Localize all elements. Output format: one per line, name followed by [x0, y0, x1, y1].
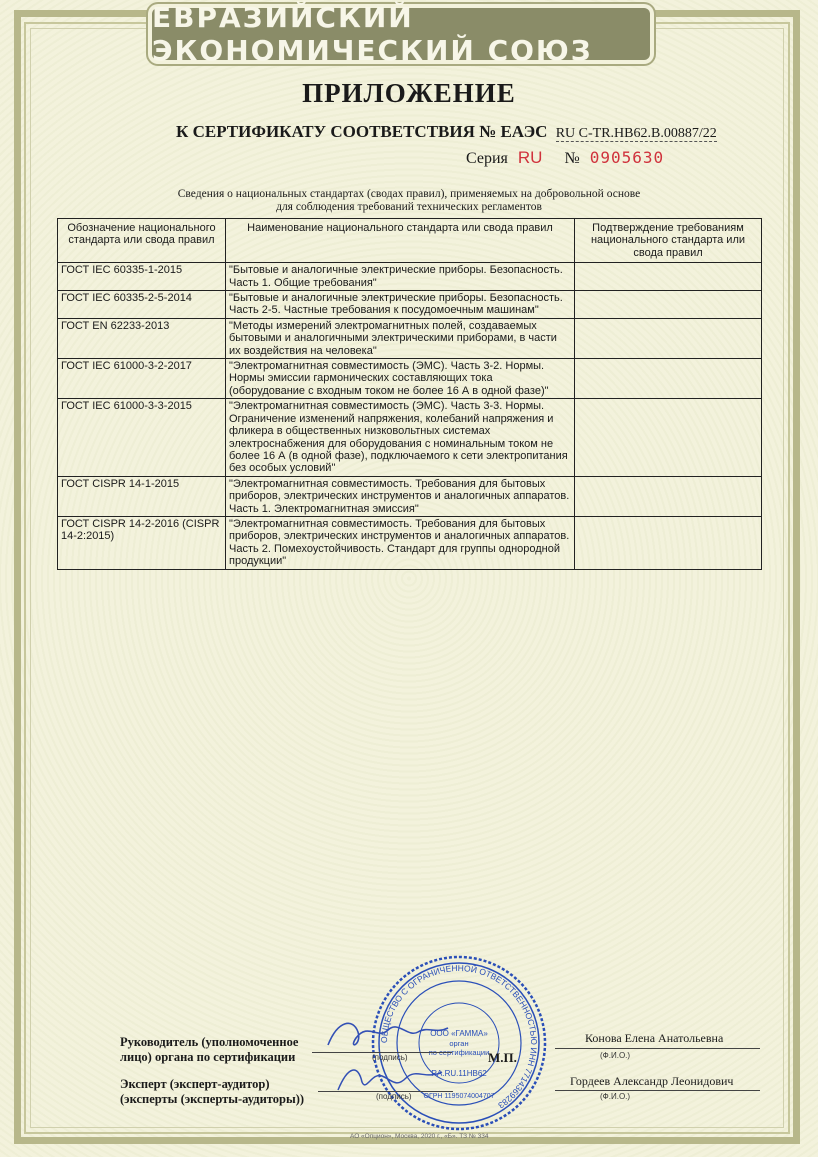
head-name-line	[555, 1048, 760, 1049]
series-line	[466, 148, 664, 168]
expert-name-line	[555, 1090, 760, 1091]
header-banner	[152, 1, 650, 67]
row-confirm	[575, 476, 762, 516]
row-code: ГОСТ EN 62233-2013	[58, 318, 226, 358]
certificate-number: RU C-TR.НВ62.В.00887/22	[555, 126, 717, 141]
table-row	[58, 476, 762, 516]
row-name: "Электромагнитная совместимость (ЭМС). Часть 3-3. Нормы. Ограничение изменений напряжения, колебаний напряжения и фликера в общественных низковольтных системах электроснабжения для оборудования с номинальным током не более 16 А (в одной фазе), подключаемого к сети электропитания без особых условий"	[226, 399, 575, 476]
expert-name: Гордеев Александр Леонидович	[570, 1074, 734, 1088]
table-row	[58, 516, 762, 569]
row-name: "Электромагнитная совместимость (ЭМС). Часть 3-2. Нормы. Нормы эмиссии гармонических составляющих тока (оборудование с входным током не более 16 А в одной фазе)"	[226, 359, 575, 399]
row-confirm	[575, 516, 762, 569]
standards-table	[57, 218, 762, 570]
row-confirm	[575, 318, 762, 358]
table-row	[58, 359, 762, 399]
form-number: 0905630	[589, 148, 665, 167]
table-row	[58, 263, 762, 291]
row-code: ГОСТ IEC 61000-3-2-2017	[58, 359, 226, 399]
series-value: RU	[517, 148, 543, 167]
seal-center-line-2: орган	[449, 1039, 469, 1048]
table-row	[58, 399, 762, 476]
seal-center-line-3: по сертификации	[428, 1048, 490, 1057]
head-label	[120, 1035, 298, 1065]
certificate-subtitle	[176, 122, 717, 142]
row-name: "Электромагнитная совместимость. Требования для бытовых приборов, электрических инструментов и аналогичных аппаратов. Часть 2. Помехоустойчивость. Стандарт для группы однородной продукции"	[226, 516, 575, 569]
page-title: ПРИЛОЖЕНИЕ	[302, 78, 516, 108]
seal-ogrn: ОГРН 1195074004707	[423, 1093, 495, 1100]
row-code: ГОСТ IEC 60335-2-5-2014	[58, 291, 226, 319]
table-caption	[0, 188, 818, 214]
row-confirm	[575, 291, 762, 319]
head-signature-caption: (подпись)	[372, 1053, 408, 1062]
row-name: "Бытовые и аналогичные электрические приборы. Безопасность. Часть 2-5. Частные требования к посудомоечным машинам"	[226, 291, 575, 319]
series-label: Серия	[466, 150, 508, 167]
row-name: "Электромагнитная совместимость. Требования для бытовых приборов, электрических инструментов и аналогичных аппаратов. Часть 1. Электромагнитная эмиссия"	[226, 476, 575, 516]
table-header-row	[58, 219, 762, 263]
row-name: "Методы измерений электромагнитных полей, создаваемых бытовыми и аналогичными электрическими приборами, в части их воздействия на человека"	[226, 318, 575, 358]
seal-accreditation: RA.RU.11НВ62	[431, 1069, 487, 1078]
mp-label: М.П.	[488, 1050, 517, 1065]
row-name: "Бытовые и аналогичные электрические приборы. Безопасность. Часть 1. Общие требования"	[226, 263, 575, 291]
row-code: ГОСТ IEC 61000-3-3-2015	[58, 399, 226, 476]
expert-label-line-1: Эксперт (эксперт-аудитор)	[120, 1077, 270, 1091]
head-label-line-2: лицо) органа по сертификации	[120, 1050, 296, 1064]
subtitle-prefix: К СЕРТИФИКАТУ СООТВЕТСТВИЯ № ЕАЭС	[176, 122, 548, 141]
row-code: ГОСТ CISPR 14-1-2015	[58, 476, 226, 516]
seal-ring-text: ОБЩЕСТВО С ОГРАНИЧЕННОЙ ОТВЕТСТВЕННОСТЬЮ ИНН 7714369283	[378, 962, 540, 1111]
row-confirm	[575, 263, 762, 291]
caption-line-1: Сведения о национальных стандартах (сводах правил), применяемых на добровольной основе	[177, 188, 641, 200]
expert-signature-caption: (подпись)	[376, 1092, 412, 1101]
expert-label-line-2: (эксперты (эксперты-аудиторы))	[120, 1092, 305, 1106]
banner-text: ЕВРАЗИЙСКИЙ ЭКОНОМИЧЕСКИЙ СОЮЗ	[152, 1, 593, 67]
printer-footer: АО «Опцион», Москва, 2020 г., «Б». ТЗ № 334	[350, 1133, 489, 1140]
table-row	[58, 291, 762, 319]
row-confirm	[575, 399, 762, 476]
seal-center-line-1: ООО «ГАММА»	[430, 1029, 488, 1038]
head-name-caption: (Ф.И.О.)	[600, 1051, 631, 1060]
row-code: ГОСТ CISPR 14-2-2016 (CISPR 14-2:2015)	[58, 516, 226, 569]
header-confirm: Подтверждение требованиям национального стандарта или свода правил	[575, 219, 762, 263]
header-name: Наименование национального стандарта или свода правил	[226, 219, 575, 263]
head-label-line-1: Руководитель (уполномоченное	[120, 1035, 299, 1049]
expert-label	[120, 1077, 304, 1107]
row-confirm	[575, 359, 762, 399]
expert-name-caption: (Ф.И.О.)	[600, 1092, 631, 1101]
table-row	[58, 318, 762, 358]
number-label: №	[564, 150, 580, 167]
row-code: ГОСТ IEC 60335-1-2015	[58, 263, 226, 291]
head-name: Конова Елена Анатольевна	[585, 1031, 724, 1045]
caption-line-2: для соблюдения требований технических регламентов	[276, 201, 542, 213]
header-code: Обозначение национального стандарта или свода правил	[58, 219, 226, 263]
